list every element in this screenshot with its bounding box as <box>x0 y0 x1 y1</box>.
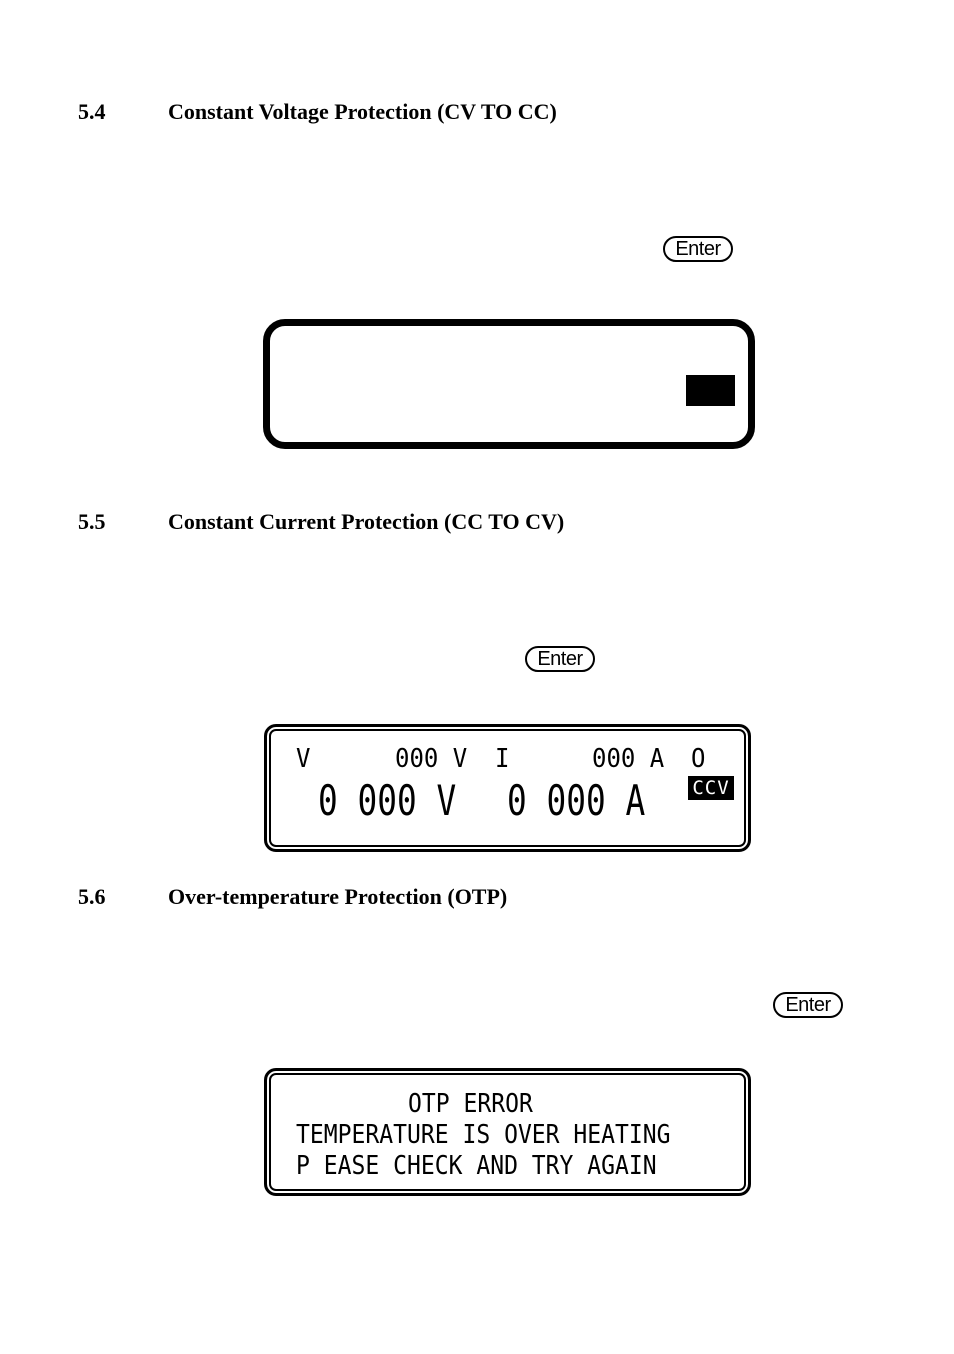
section-heading-5-6 <box>78 884 507 910</box>
section-number: 5.6 <box>78 884 106 909</box>
lcd-mode-badge: CCV <box>688 776 734 800</box>
section-title: Constant Voltage Protection (CV TO CC) <box>168 99 557 124</box>
section-title: Over-temperature Protection (OTP) <box>168 884 508 909</box>
enter-key-icon: Enter <box>525 646 595 672</box>
lcd-display-cc-to-cv <box>264 724 751 852</box>
lcd-measured-current: 0 000 A <box>507 776 646 826</box>
enter-key-icon: Enter <box>773 992 843 1018</box>
lcd-set-voltage-value: 000 V <box>395 743 468 774</box>
lcd-otp-line-1: OTP ERROR <box>408 1088 533 1119</box>
lcd-measured-voltage: 0 000 V <box>318 776 457 826</box>
lcd-display-otp <box>264 1068 751 1196</box>
section-heading-5-4 <box>78 99 557 125</box>
lcd-set-voltage-label: V <box>296 743 311 774</box>
lcd-otp-line-3: P EASE CHECK AND TRY AGAIN <box>296 1150 657 1181</box>
lcd-cursor-block <box>686 375 735 406</box>
enter-key-icon: Enter <box>663 236 733 262</box>
lcd-set-current-label: I <box>495 743 510 774</box>
lcd-output-indicator: O <box>691 743 706 774</box>
section-title: Constant Current Protection (CC TO CV) <box>168 509 565 534</box>
section-heading-5-5 <box>78 509 564 535</box>
section-number: 5.5 <box>78 509 106 534</box>
lcd-set-current-value: 000 A <box>592 743 665 774</box>
section-number: 5.4 <box>78 99 106 124</box>
lcd-display-cv-to-cc <box>263 319 755 449</box>
lcd-otp-line-2: TEMPERATURE IS OVER HEATING <box>296 1119 671 1150</box>
